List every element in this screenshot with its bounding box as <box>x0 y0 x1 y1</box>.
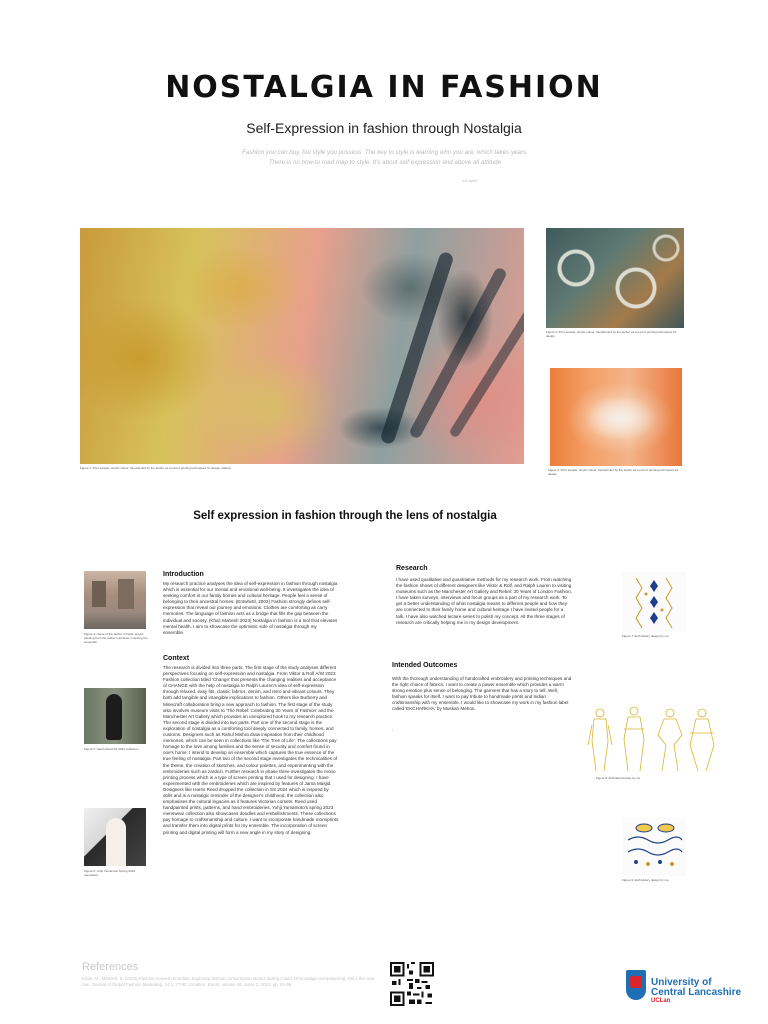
sketch-caption: Figure 8: Illustrated design by me <box>596 776 641 780</box>
side2-caption: Figure 3: Print sample, acrylic colour, handprinted by the author as a part of printing techniques for design <box>548 468 679 476</box>
thumbnail-caption: Figure 4: Home of the author in Delhi, acrylic painting from the author's archives, inspiring the ensemble <box>84 632 148 644</box>
embroidery-motif <box>636 578 672 628</box>
thumbnail-home-image <box>84 571 146 629</box>
context-heading: Context <box>163 655 190 662</box>
side1-caption: Figure 2: Print sample, acrylic colour, handprinted by the author as a part of printing techniques for design <box>546 330 677 338</box>
side-print-image-2 <box>550 368 682 466</box>
logo-text-line1: University of <box>651 977 712 988</box>
model-figure <box>106 818 126 866</box>
outcomes-body: With the thorough understanding of handcrafted embroidery and printing techniques and the right choice of fabrics, I want to create a power ensemble which provides a warm strong emotion plus sense of belonging. The garment that has a story to tell. Well, fashion speaks for itself. I want to pay tribute to handmade prints and Indian craftsmanship with my ensemble. I would like to showcase my work in my fashion label called 'EKCHARKHA' by Muskan Mehon. <box>392 676 572 712</box>
introduction-body: My research practice analyses the idea of self-expression in fashion through nostalgia which is essential for our mental and emotional well-being. It investigates the idea of seeking comfort in our family homes and cultural heritage. People feel a sense of belonging to their ancestral homes. (Entwhistl, 2002) Fashion strongly defines self-expression that reveal our journey and emotions. Clothes are comforting as carry memories. The language of fashion acts as a bridge that fills the gap between the individual and society. (Khal; Mahesh 2023) Nostalgia in fashion is a tool that elevates mental health. I aim to showcase the optimistic side of nostalgia through my ensemble. <box>163 581 338 635</box>
context-body: The research is divided into three parts. The first stage of the study analyses different perspectives focusing on self-expression and nostalgia. From Viktor & Rolf A/W 2023 Fashion collection titled 'Change' that presents the changing realities and acceptance of CHANGE with the help of nostalgia to Ralph Lauren's idea of self-expression through relaxed, easy fits, classic fabrics, denim, and retro and vibrant colours. They both add tangible and intangible implications to fashion. Others like Burberry and Minecraft collaboration bring a new approach to fashion. The first stage of the study also involves museum visits to 'The Rebel: Celebrating 30 Years of Fashion' and the Manchester Art Gallery which provides an unexplored hook to my research practice. The second stage is divided into two parts. Part one of the second stage is the exploration of nostalgia as a comforting tool deeply connected to family, homes, and customs. Designers such as Rahul Mishra draw inspiration from their childhood memories, which can be seen in collections like 'The Tree of Life'. The collections pay homage to the love among families and the sense of security and comfort found in one's home. I intend to develop an ensemble which captures the true essence of the true feeling of nostalgia. Part two of the second stage investigates the technicalities of the theme, the creation of sketches, and colour palettes, and experimenting with the embroideries such as zardozi. Further research in phase three investigates the mono printing process which is a type of screen printing that I used for designing. I have experimented with the embroideries which are inspired by features of Jama Masjid. Designers like Harris Reed dropped the collection in SS 2024 which is inspired by dolls and is a nostalgic reminder of the designer's childhood, the collection also emphasises the cultural legacies as it features Victorian corsets. Reed used handpainted prints, patterns, and hand embroideries. Yohji Yamamoto's spring 2023 menswear collection also showcases doodles and embellishments. These collections pay homage to craftsmanship and culture. I want to incorporate handmade monoprints and transfer them into digital prints for my ensemble. The incorporation of screen printing and digital printing will form a new angle in my story of designing. <box>163 665 339 835</box>
embroidery-sketch-2 <box>622 818 686 876</box>
illustrated-figures-sketch <box>586 705 718 773</box>
poster-title: NOSTALGIA IN FASHION <box>165 70 603 105</box>
logo-text-line2: Central Lancashire <box>651 987 742 998</box>
brush-stroke <box>448 298 524 439</box>
references-body: Khan, N., Mahesh, S. (2023) Fashion-revived remedies: Exploring fashion consumption stories during Covid-19 Nostalgia overpowering. Did it the new rise. Journal of Global Fashion Marketing, 14:1, 77-90. Emotion: Roots, volume 26, issue 2, 2023, pp. 51-68 <box>82 976 375 987</box>
side-print-image-1 <box>546 228 684 328</box>
fashion-figure-outlines <box>588 707 714 771</box>
sketch-caption: Figure 7: Embroidery design by me <box>622 634 669 638</box>
brush-stroke <box>408 266 508 439</box>
qr-code-icon[interactable] <box>390 962 434 1006</box>
model-figure <box>106 694 122 740</box>
hero-caption: Figure 1: Print sample, acrylic colour, handprinted by the author as a part of printing techniques for design making <box>80 466 231 470</box>
sketch-caption: Figure 9: Embroidery design by me <box>622 878 669 882</box>
outcomes-heading: Intended Outcomes <box>392 662 458 669</box>
window-shape <box>118 579 134 609</box>
epigraph-author: Iris Apfel <box>462 178 478 183</box>
trailing-mark: . <box>392 727 394 733</box>
thumbnail-runway-image <box>84 688 146 744</box>
university-logo <box>626 968 746 1006</box>
poster-subtitle: Self-Expression in fashion through Nostalgia <box>246 120 522 136</box>
introduction-heading: Introduction <box>163 571 204 578</box>
thumbnail-caption: Figure 6: Yohji Yamamoto Spring 2023 menswear <box>84 869 136 877</box>
thumbnail-menswear-image <box>84 808 146 866</box>
embroidery-sketch-1 <box>622 572 686 632</box>
thumbnail-caption: Figure 5: Harris Reed SS 2024 collection <box>84 747 139 751</box>
research-body: I have used qualitative and quantitative methods for my research work. From watching the fashion shows of different designers like Viktor & Rolf, and Ralph Lauren to visiting museums such as the Manchester Art Gallery and Rebel: 30 Years of London Fashion. I have taken surveys, interviews and focus groups as a part of my research work. To get a better understanding of what nostalgia means to different people and how they are connected to their family home and cultural heritage I have invited people for a talk. I have also watched lecture series to polish my concept. All the three stages of research are critically helping me in my design development. <box>396 577 572 625</box>
crest-inner <box>630 976 642 988</box>
hero-print-image <box>80 228 524 464</box>
research-heading: Research <box>396 565 428 572</box>
crest-icon <box>626 970 646 1000</box>
references-heading: References <box>82 961 139 973</box>
epigraph-quote: Fashion you can buy, but style you possess. The key to style is learning who you are, which takes years. There is no how-to road map to style. It's about self expression and above all attitude <box>242 149 528 166</box>
logo-text-line3: UCLan <box>651 998 671 1004</box>
section-heading: Self expression in fashion through the lens of nostalgia <box>193 510 497 522</box>
window-shape <box>92 581 106 607</box>
embroidery-motif <box>628 824 682 866</box>
